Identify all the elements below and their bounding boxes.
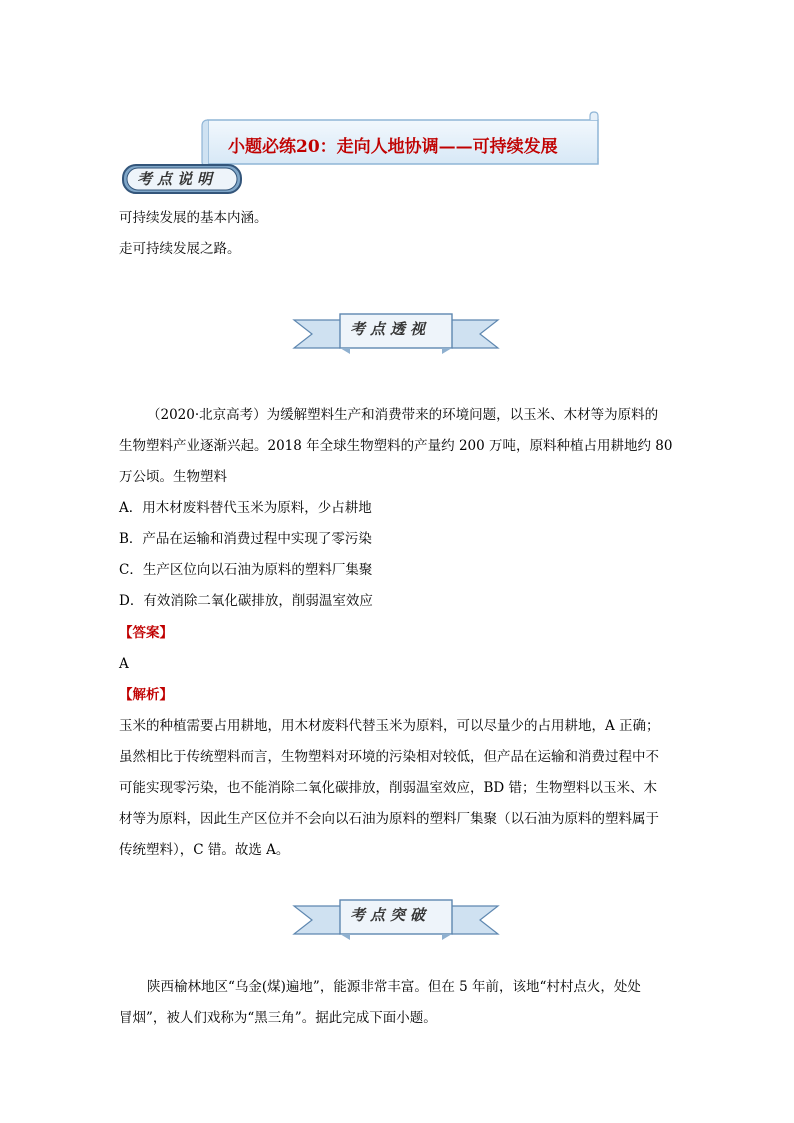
case-line-1: 陕西榆林地区“乌金(煤)遍地”，能源非常丰富。但在 5 年前，该地“村村点火，处处	[147, 979, 641, 995]
option-d: D．有效消除二氧化碳排放，削弱温室效应	[119, 593, 373, 609]
section-ribbon-breakthrough-label: 考点突破	[350, 906, 431, 924]
answer-value: A	[119, 656, 129, 672]
question-line-1: （2020·北京高考）为缓解塑料生产和消费带来的环境问题，以玉米、木材等为原料的	[147, 407, 659, 423]
analysis-label: 【解析】	[119, 687, 173, 703]
option-c: C．生产区位向以石油为原料的塑料厂集聚	[119, 562, 373, 578]
case-line-2: 冒烟”，被人们戏称为“黑三角”。据此完成下面小题。	[119, 1010, 437, 1026]
question-line-3: 万公顷。生物塑料	[119, 469, 227, 485]
section-badge-explain-label: 考点说明	[137, 170, 218, 188]
question-line-2: 生物塑料产业逐渐兴起。2018 年全球生物塑料的产量约 200 万吨，原料种植占用耕地约 80	[119, 438, 673, 454]
option-a: A．用木材废料替代玉米为原料，少占耕地	[119, 500, 372, 516]
option-b: B．产品在运输和消费过程中实现了零污染	[119, 531, 372, 547]
analysis-line-1: 玉米的种植需要占用耕地，用木材废料代替玉米为原料，可以尽量少的占用耕地，A 正确；	[119, 718, 660, 734]
explain-line-2: 走可持续发展之路。	[119, 241, 241, 257]
analysis-line-4: 材等为原料，因此生产区位并不会向以石油为原料的塑料厂集聚（以石油为原料的塑料属于	[119, 811, 659, 827]
page-title: 小题必练20：走向人地协调——可持续发展	[228, 137, 558, 157]
answer-label: 【答案】	[119, 625, 173, 641]
analysis-line-5: 传统塑料），C 错。故选 A。	[119, 842, 290, 858]
analysis-line-3: 可能实现零污染，也不能消除二氧化碳排放，削弱温室效应，BD 错；生物塑料以玉米、木	[119, 780, 658, 796]
section-ribbon-insight-label: 考点透视	[350, 320, 431, 338]
explain-line-1: 可持续发展的基本内涵。	[119, 210, 268, 226]
analysis-line-2: 虽然相比于传统塑料而言，生物塑料对环境的污染相对较低，但产品在运输和消费过程中不	[119, 749, 659, 765]
